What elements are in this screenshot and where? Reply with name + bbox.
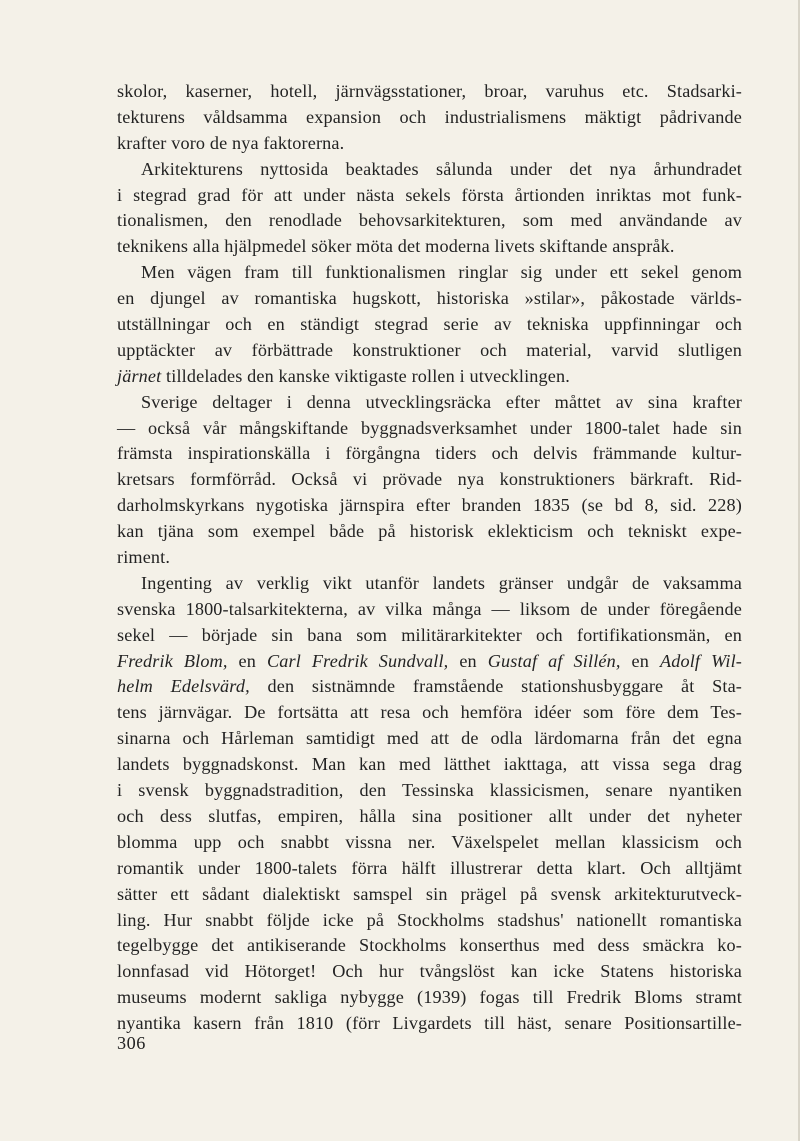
- text-segment: ling. Hur snabbt följde icke på Stockholms stadshus' nationellt romantiska: [117, 909, 742, 930]
- text-line: [117, 674, 742, 700]
- text-segment: kretsars formförråd. Också vi prövade nya konstruktioners bärkraft. Rid-: [117, 469, 742, 490]
- text-segment: en: [448, 650, 488, 671]
- text-line: [117, 882, 742, 908]
- text-line: [117, 183, 742, 209]
- text-line: [117, 260, 742, 286]
- italic-text-segment: Gustaf af Sillén,: [487, 650, 621, 671]
- text-line: [117, 700, 742, 726]
- text-segment: främsta inspirationskälla i förgångna tiders och delvis främmande kultur-: [117, 443, 742, 464]
- text-line: [117, 519, 742, 545]
- text-segment: tilldelades den kanske viktigaste rollen i utvecklingen.: [161, 365, 570, 386]
- text-line: [117, 208, 742, 234]
- text-line: [117, 597, 742, 623]
- text-line: [117, 726, 742, 752]
- italic-text-segment: helm Edelsvärd,: [117, 676, 250, 697]
- text-line: [117, 234, 742, 260]
- text-segment: Arkitekturens nyttosida beaktades sålunda under det nya århundradet: [141, 158, 742, 179]
- text-line: [117, 312, 742, 338]
- page-number: 306: [117, 1033, 146, 1053]
- text-segment: krafter voro de nya faktorerna.: [117, 132, 345, 153]
- body-text: [117, 79, 742, 1037]
- text-segment: riment.: [117, 547, 171, 568]
- text-segment: sätter ett sådant dialektiskt samspel sin prägel på svensk arkitekturutveck-: [117, 883, 742, 904]
- italic-text-segment: järnet: [117, 365, 162, 386]
- text-segment: och dess slutfas, empiren, hålla sina positioner allt under det nyheter: [117, 805, 742, 826]
- text-line: [117, 933, 742, 959]
- text-line: [117, 131, 742, 157]
- text-segment: darholmskyrkans nygotiska järnspira efter branden 1835 (se bd 8, sid. 228): [117, 495, 742, 516]
- text-segment: upptäckter av förbättrade konstruktioner och material, varvid slutligen: [117, 339, 742, 360]
- text-segment: Sverige deltager i denna utvecklingsräcka efter måttet av sina krafter: [141, 391, 742, 412]
- text-line: [117, 778, 742, 804]
- text-segment: nyantika kasern från 1810 (förr Livgardets till häst, senare Positionsartille-: [117, 1013, 742, 1034]
- text-segment: tionalismen, den renodlade behovsarkitekturen, som med användande av: [117, 210, 742, 231]
- text-segment: i stegrad grad för att under nästa sekels första årtionden inriktas mot funk-: [117, 184, 742, 205]
- text-line: [117, 441, 742, 467]
- text-segment: kan tjäna som exempel både på historisk eklekticism och tekniskt expe-: [117, 521, 742, 542]
- text-segment: sinarna och Hårleman samtidigt med att de odla lärdomarna från det egna: [117, 728, 742, 749]
- text-segment: en: [620, 650, 660, 671]
- text-segment: tens järnvägar. De fortsätta att resa och hemföra idéer som före dem Tes-: [117, 702, 742, 723]
- text-segment: utställningar och en ständigt stegrad serie av tekniska uppfinningar och: [117, 314, 742, 335]
- italic-text-segment: Adolf Wil-: [659, 650, 742, 671]
- text-line: [117, 545, 742, 571]
- text-segment: lonnfasad vid Hötorget! Och hur tvångslöst kan icke Statens historiska: [117, 961, 742, 982]
- text-segment: Ingenting av verklig vikt utanför landets gränser undgår de vaksamma: [141, 572, 742, 593]
- text-segment: den sistnämnde framstående stationshusbyggare åt Sta-: [249, 676, 742, 697]
- text-line: [117, 390, 742, 416]
- text-line: [117, 364, 742, 390]
- text-segment: museums modernt sakliga nybygge (1939) fogas till Fredrik Bloms stramt: [117, 987, 742, 1008]
- text-line: [117, 79, 742, 105]
- text-line: [117, 105, 742, 131]
- text-line: [117, 804, 742, 830]
- text-line: [117, 623, 742, 649]
- text-segment: Men vägen fram till funktionalismen ringlar sig under ett sekel genom: [141, 262, 742, 283]
- text-line: [117, 959, 742, 985]
- text-line: [117, 286, 742, 312]
- text-line: [117, 1011, 742, 1037]
- italic-text-segment: Fredrik Blom,: [117, 650, 228, 671]
- text-line: [117, 157, 742, 183]
- text-segment: teknikens alla hjälpmedel söker möta det moderna livets skiftande anspråk.: [117, 236, 675, 257]
- text-segment: en: [227, 650, 267, 671]
- text-segment: sekel — började sin bana som militärarkitekter och fortifikationsmän, en: [117, 624, 742, 645]
- text-segment: skolor, kaserner, hotell, järnvägsstationer, broar, varuhus etc. Stadsarki-: [117, 81, 742, 101]
- text-segment: tekturens våldsamma expansion och industrialismens mäktigt pådrivande: [117, 106, 742, 127]
- text-segment: i svensk byggnadstradition, den Tessinska klassicismen, senare nyantiken: [117, 780, 742, 801]
- text-segment: landets byggnadskonst. Man kan med lätthet iakttaga, att vissa sega drag: [117, 754, 742, 775]
- text-segment: — också vår mångskiftande byggnadsverksamhet under 1800-talet hade sin: [117, 417, 742, 438]
- text-segment: en djungel av romantiska hugskott, historiska »stilar», påkostade världs-: [117, 288, 742, 309]
- text-line: [117, 752, 742, 778]
- text-line: [117, 908, 742, 934]
- text-line: [117, 571, 742, 597]
- text-segment: tegelbygge det antikiserande Stockholms konserthus med dess smäckra ko-: [117, 935, 742, 956]
- text-segment: blomma upp och snabbt vissna ner. Växelspelet mellan klassicism och: [117, 831, 742, 852]
- text-line: [117, 856, 742, 882]
- text-line: [117, 493, 742, 519]
- text-segment: svenska 1800-talsarkitekterna, av vilka många — liksom de under föregående: [117, 598, 742, 619]
- text-segment: romantik under 1800-talets förra hälft illustrerar detta klart. Och alltjämt: [117, 857, 742, 878]
- text-line: [117, 467, 742, 493]
- text-line: [117, 649, 742, 675]
- italic-text-segment: Carl Fredrik Sundvall,: [267, 650, 449, 671]
- text-line: [117, 830, 742, 856]
- text-line: [117, 985, 742, 1011]
- text-line: [117, 338, 742, 364]
- text-line: [117, 416, 742, 442]
